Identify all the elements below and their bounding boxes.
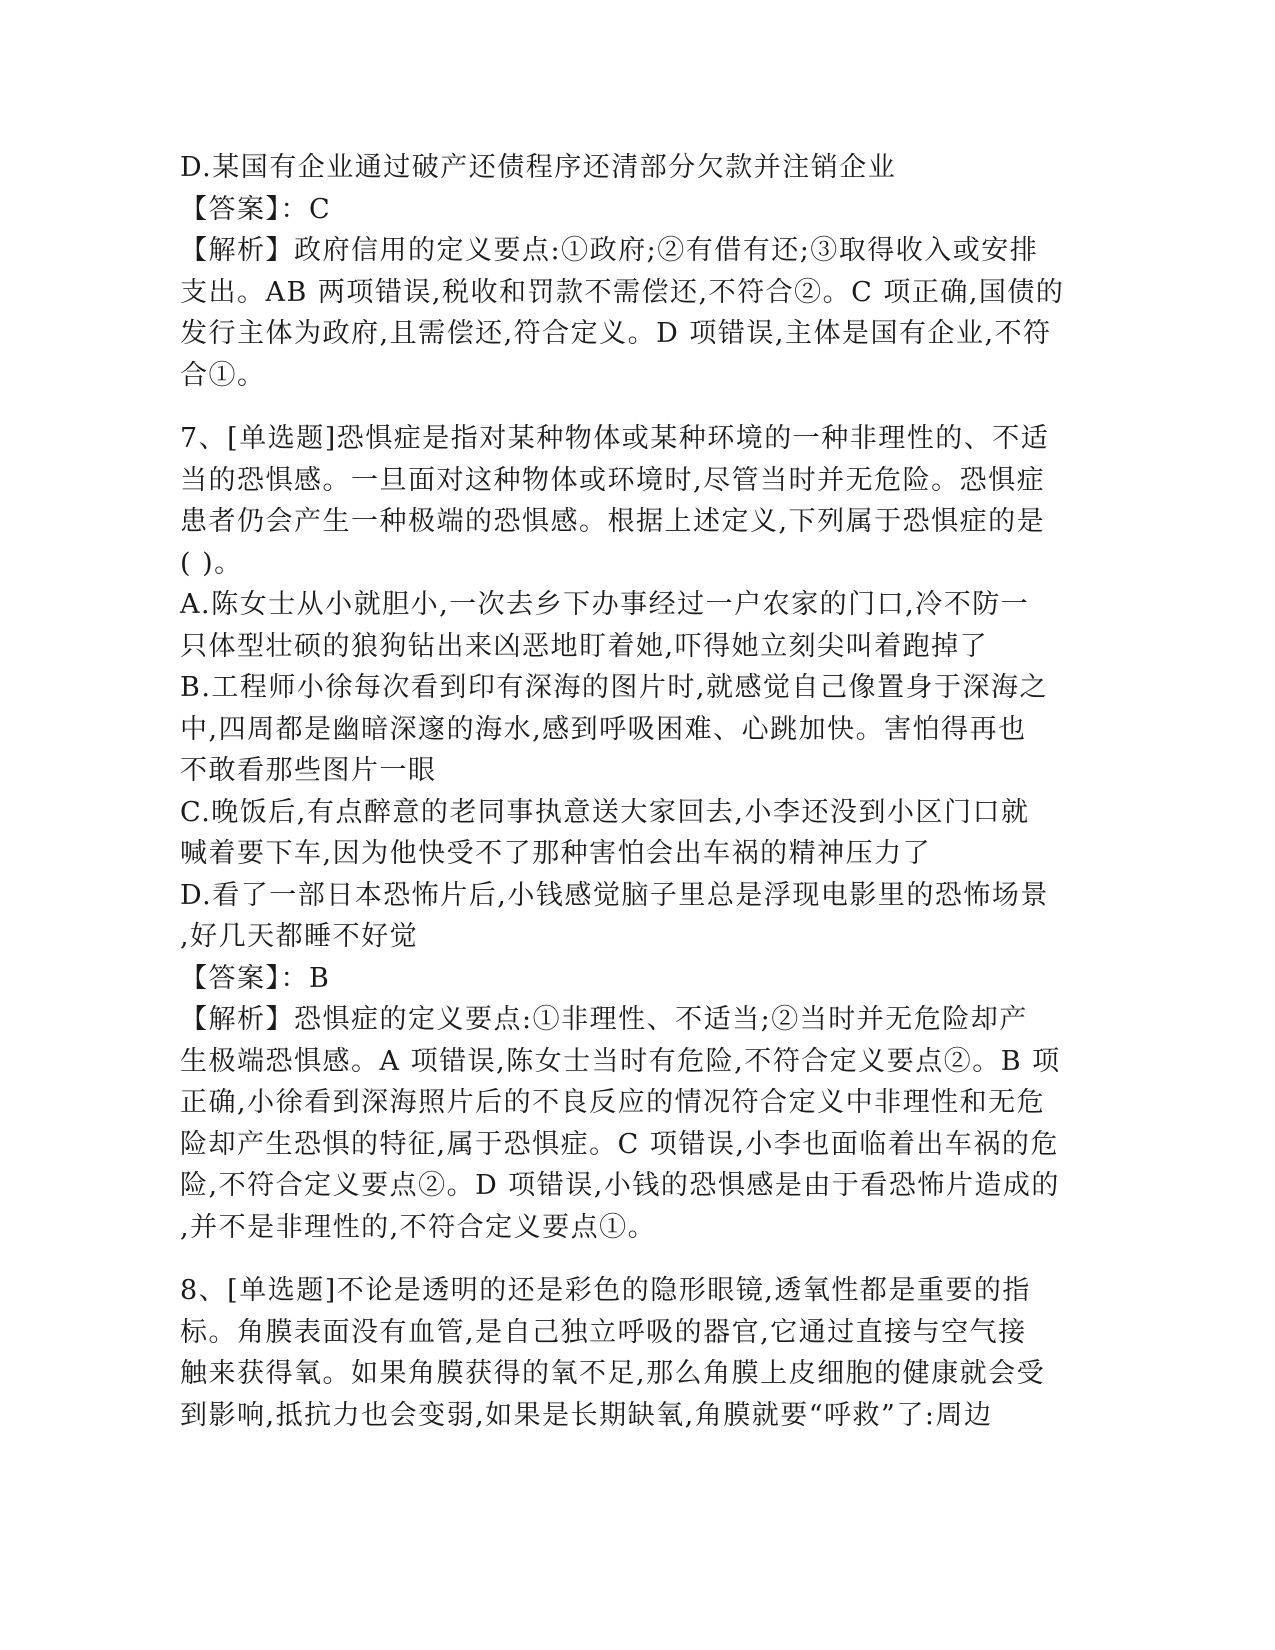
q8-stem-line: 触来获得氧。如果角膜获得的氧不足,那么角膜上皮细胞的健康就会受	[180, 1358, 1046, 1389]
q7-analysis-line: 生极端恐惧感。A 项错误,陈女士当时有危险,不符合定义要点②。B 项	[180, 1045, 1061, 1077]
q8-stem-line: 标。角膜表面没有血管,是自己独立呼吸的器官,它通过直接与空气接	[180, 1316, 1027, 1348]
question-6-tail	[180, 147, 1065, 396]
q7-option-c-line: 喊着要下车,因为他快受不了那种害怕会出车祸的精神压力了	[180, 838, 932, 869]
question-8	[180, 1270, 1046, 1436]
q7-option-b-line: 不敢看那些图片一眼	[180, 755, 437, 786]
q6-analysis-line: 支出。AB 两项错误,税收和罚款不需偿还,不符合②。C 项正确,国债的	[180, 276, 1065, 308]
question-7	[180, 418, 1061, 1248]
q7-analysis-line: 正确,小徐看到深海照片后的不良反应的情况符合定义中非理性和无危	[180, 1087, 1046, 1118]
q7-stem-line: 当的恐惧感。一旦面对这种物体或环境时,尽管当时并无危险。恐惧症	[180, 464, 1046, 496]
q7-stem-line: 患者仍会产生一种极端的恐惧感。根据上述定义,下列属于恐惧症的是	[180, 506, 1046, 537]
q8-stem-line: 到影响,抵抗力也会变弱,如果是长期缺氧,角膜就要“呼救”了:周边	[180, 1399, 993, 1431]
q7-analysis-line: 险,不符合定义要点②。D 项错误,小钱的恐惧感是由于看恐怖片造成的	[180, 1170, 1060, 1201]
spacer	[180, 1248, 1040, 1270]
q7-option-a-line: 只体型壮硕的狼狗钻出来凶恶地盯着她,吓得她立刻尖叫着跑掉了	[180, 630, 989, 662]
q7-option-b-line: B.工程师小徐每次看到印有深海的图片时,就感觉自己像置身于深海之	[180, 672, 1049, 703]
q7-analysis-line: 险却产生恐惧的特征,属于恐惧症。C 项错误,小李也面临着出车祸的危	[180, 1128, 1059, 1160]
document-page	[180, 147, 1065, 1436]
q6-analysis-line: 合①。	[180, 359, 266, 391]
q7-analysis-line: 【解析】恐惧症的定义要点:①非理性、不适当;②当时并无危险却产	[180, 1004, 1028, 1035]
q7-option-b-line: 中,四周都是幽暗深邃的海水,感到呼吸困难、心跳加快。害怕得再也	[180, 713, 1027, 745]
q7-option-c-line: C.晚饭后,有点醉意的老同事执意送大家回去,小李还没到小区门口就	[180, 796, 1030, 828]
q7-option-d-line: ,好几天都睡不好觉	[180, 921, 419, 952]
q7-analysis-line: ,并不是非理性的,不符合定义要点①。	[180, 1211, 657, 1243]
q6-option-d: D.某国有企业通过破产还债程序还清部分欠款并注销企业	[180, 152, 897, 183]
q7-option-d-line: D.看了一部日本恐怖片后,小钱感觉脑子里总是浮现电影里的恐怖场景	[180, 879, 1049, 911]
q6-answer: 【答案】：C	[180, 193, 332, 225]
spacer	[180, 396, 1040, 418]
q7-stem-line: 7、[单选题]恐惧症是指对某种物体或某种环境的一种非理性的、不适	[180, 423, 1050, 454]
q6-analysis-line: 发行主体为政府,且需偿还,符合定义。D 项错误,主体是国有企业,不符	[180, 318, 1052, 349]
q7-stem-line: ( )。	[180, 547, 243, 579]
q6-analysis-line: 【解析】政府信用的定义要点:①政府;②有借有还;③取得收入或安排	[180, 235, 1039, 266]
q7-option-a-line: A.陈女士从小就胆小,一次去乡下办事经过一户农家的门口,冷不防一	[180, 589, 1030, 620]
q7-answer: 【答案】：B	[180, 962, 331, 994]
q8-stem-line: 8、[单选题]不论是透明的还是彩色的隐形眼镜,透氧性都是重要的指	[180, 1275, 1031, 1306]
